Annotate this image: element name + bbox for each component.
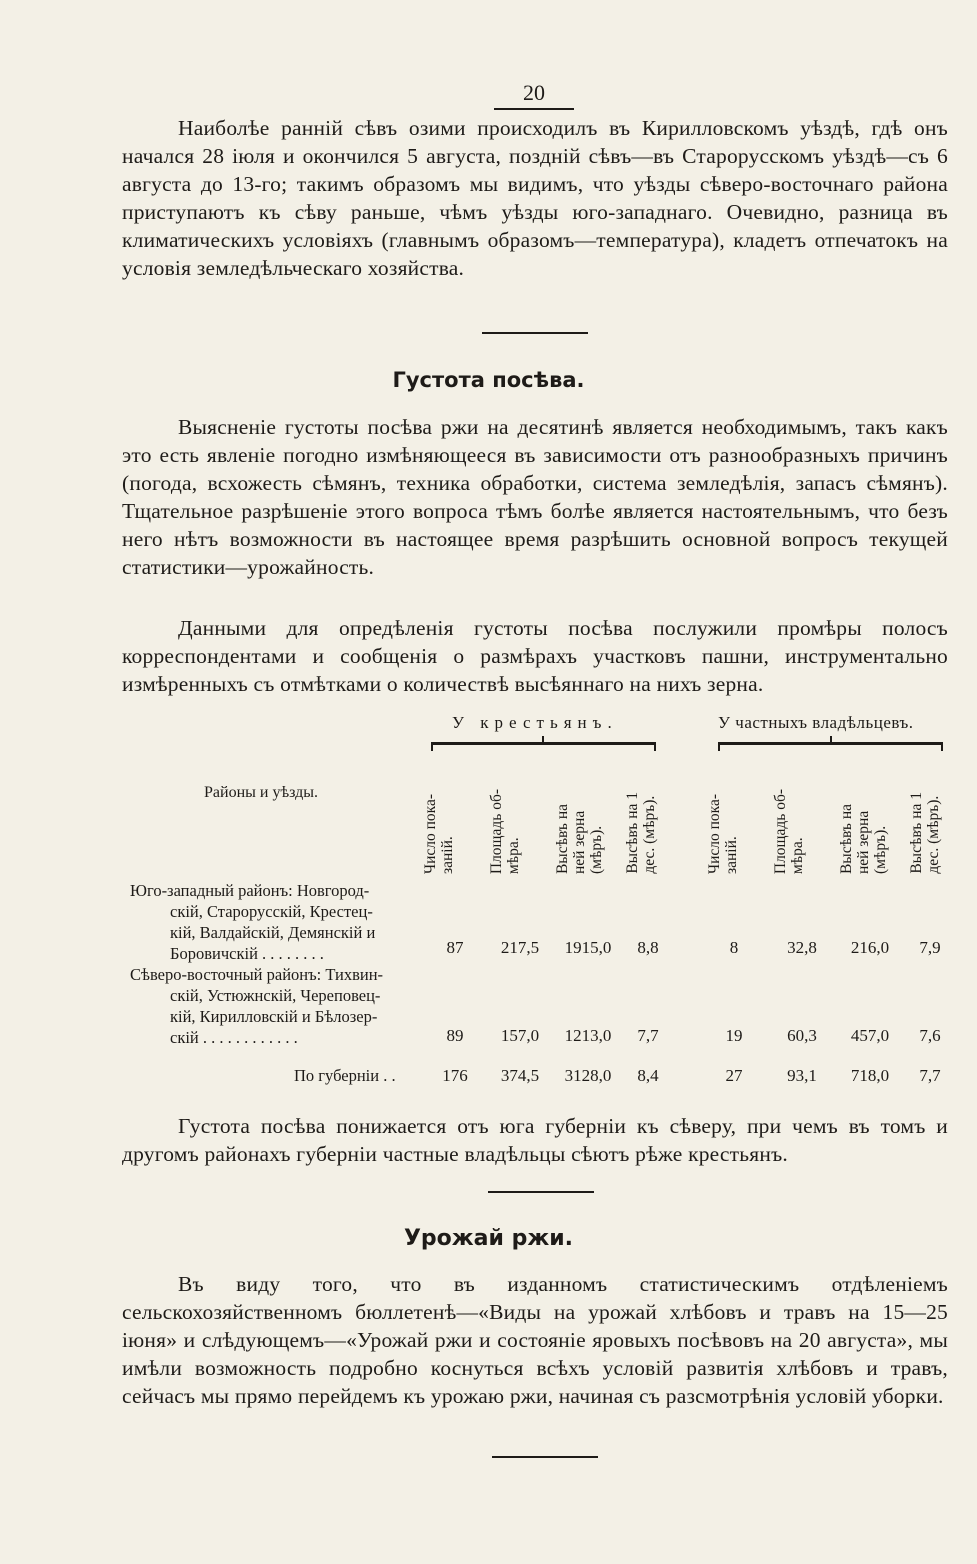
col-header-count-owners-wrap <box>706 758 750 874</box>
section-divider <box>482 332 588 334</box>
row-label-line: кій, Валдайскій, Демянскій и <box>170 923 376 942</box>
cell: 1915,0 <box>564 938 612 957</box>
row-label-northeast <box>130 964 426 1048</box>
col-header-rate-peasants-wrap <box>624 758 668 874</box>
cell: 216,0 <box>850 938 890 957</box>
row-label-line: Сѣверо-восточный районъ: Тихвин- <box>130 965 384 984</box>
cell-total: 3128,0 <box>564 1066 612 1085</box>
cell: 157,0 <box>500 1026 540 1045</box>
cell-total: 8,4 <box>637 1066 659 1085</box>
cell: 87 <box>446 938 464 957</box>
cell-total: 718,0 <box>850 1066 890 1085</box>
cell-total: 7,7 <box>919 1066 941 1085</box>
col-header-rate-peasants: Высѣвъ на 1 дес. (мѣръ). <box>624 792 658 874</box>
col-header-area-peasants: Площадь об- мѣра. <box>488 788 522 874</box>
heading-sowing-density: Густота посѣва. <box>392 368 585 392</box>
col-header-count-peasants-wrap <box>422 758 466 874</box>
group-header-peasants: У крестьянъ. <box>452 713 618 732</box>
cell-total: 374,5 <box>500 1066 540 1085</box>
row-label-southwest <box>130 880 426 964</box>
cell-total: 93,1 <box>787 1066 817 1085</box>
cell: 7,7 <box>637 1026 659 1045</box>
cell-total: 27 <box>725 1066 743 1085</box>
row-label-total: По губерніи . . <box>294 1066 396 1085</box>
cell: 32,8 <box>787 938 817 957</box>
cell: 8,8 <box>637 938 659 957</box>
col-header-rate-owners: Высѣвъ на 1 дес. (мѣръ). <box>908 792 942 874</box>
paragraph-density-intro: Выясненіе густоты посѣва ржи на десятинѣ является необходимымъ, такъ какъ это есть явленіе погодно измѣняющееся въ зависимости отъ разнообразныхъ причинъ (погода, всхожесть сѣмянъ, техника обработки, система земледѣлія, запасъ сѣмянъ). Тщательное разрѣшеніе этого вопроса тѣмъ болѣе является настоятельнымъ, что безъ него нѣтъ возможности въ настоящее время разрѣшить основной вопросъ текущей статистики—урожайность. <box>122 415 948 579</box>
col-header-area-peasants-wrap <box>488 758 532 874</box>
row-label-line: скій . . . . . . . . . . . . <box>170 1028 298 1047</box>
cell: 8 <box>729 938 739 957</box>
row-label-line: кій, Кирилловскій и Бѣлозер- <box>170 1007 378 1026</box>
cell: 89 <box>446 1026 464 1045</box>
cell: 1213,0 <box>564 1026 612 1045</box>
cell: 217,5 <box>500 938 540 957</box>
cell: 7,9 <box>919 938 941 957</box>
brace-tip <box>654 742 656 751</box>
col-header-area-owners-wrap <box>772 758 816 874</box>
col-header-seed-peasants: Высѣвъ на ней зерна (мѣръ). <box>554 803 605 874</box>
page-number: 20 <box>494 80 574 110</box>
col-header-seed-owners: Высѣвъ на ней зерна (мѣръ). <box>838 803 889 874</box>
brace-tip <box>830 736 832 743</box>
brace-tip <box>431 742 433 751</box>
brace-tip <box>941 742 943 751</box>
col-header-rate-owners-wrap <box>908 758 952 874</box>
cell: 457,0 <box>850 1026 890 1045</box>
row-label-line: скій, Устюжнскій, Череповец- <box>170 986 381 1005</box>
cell: 19 <box>725 1026 743 1045</box>
col-header-area-owners: Площадь об- мѣра. <box>772 788 806 874</box>
brace-tip <box>542 736 544 743</box>
group-header-owners: У частныхъ владѣльцевъ. <box>718 713 914 732</box>
cell: 60,3 <box>787 1026 817 1045</box>
col-header-seed-owners-wrap <box>838 758 896 874</box>
cell: 7,6 <box>919 1026 941 1045</box>
section-divider <box>492 1456 598 1458</box>
paragraph-density-data: Данными для опредѣленія густоты посѣва послужили промѣры полосъ корреспондентами и сообщенія о размѣрахъ участковъ пашни, инструментально измѣренныхъ съ отмѣтками о количествѣ высѣяннаго на нихъ зерна. <box>122 616 948 696</box>
col-header-count-peasants: Число пока- заній. <box>422 794 456 874</box>
col-header-seed-peasants-wrap <box>554 758 612 874</box>
heading-rye-harvest: Урожай ржи. <box>403 1226 574 1251</box>
section-divider <box>488 1191 594 1193</box>
paragraph-sowing-dates: Наиболѣе ранній сѣвъ озими происходилъ въ Кирилловскомъ уѣздѣ, гдѣ онъ начался 28 іюля и окончился 5 августа, поздній сѣвъ—въ Старорусскомъ уѣздѣ—съ 6 августа до 13-го; такимъ образомъ мы видимъ, что уѣзды сѣверо-восточнаго района приступаютъ къ сѣву раньше, чѣмъ уѣзды юго-западнаго. Очевидно, разница въ климатическихъ условіяхъ (главнымъ образомъ—температура), кладетъ отпечатокъ на условія земледѣльческаго хозяйства. <box>122 116 948 280</box>
row-label-line: скій, Старорусскій, Крестец- <box>170 902 373 921</box>
stub-header: Районы и уѣзды. <box>204 784 319 801</box>
paragraph-density-conclusion: Густота посѣва понижается отъ юга губерніи къ сѣверу, при чемъ въ томъ и другомъ районахъ губерніи частные владѣльцы сѣютъ рѣже крестьянъ. <box>122 1114 948 1166</box>
paragraph-harvest-intro: Въ виду того, что въ изданномъ статистическимъ отдѣленіемъ сельскохозяйственномъ бюллетенѣ—«Виды на урожай хлѣбовъ и травъ на 15—25 іюня» и слѣдующемъ—«Урожай ржи и состояніе яровыхъ посѣвовъ на 20 августа», мы имѣли возможность подробно коснуться всѣхъ условій развитія хлѣбовъ и травъ, сейчасъ мы прямо перейдемъ къ урожаю ржи, начиная съ разсмотрѣнія условій уборки. <box>122 1272 948 1408</box>
row-label-line: Юго-западный районъ: Новгород- <box>130 881 370 900</box>
cell-total: 176 <box>442 1066 468 1085</box>
row-label-line: Боровичскій . . . . . . . . <box>170 944 324 963</box>
brace-tip <box>718 742 720 751</box>
col-header-count-owners: Число пока- заній. <box>706 794 740 874</box>
